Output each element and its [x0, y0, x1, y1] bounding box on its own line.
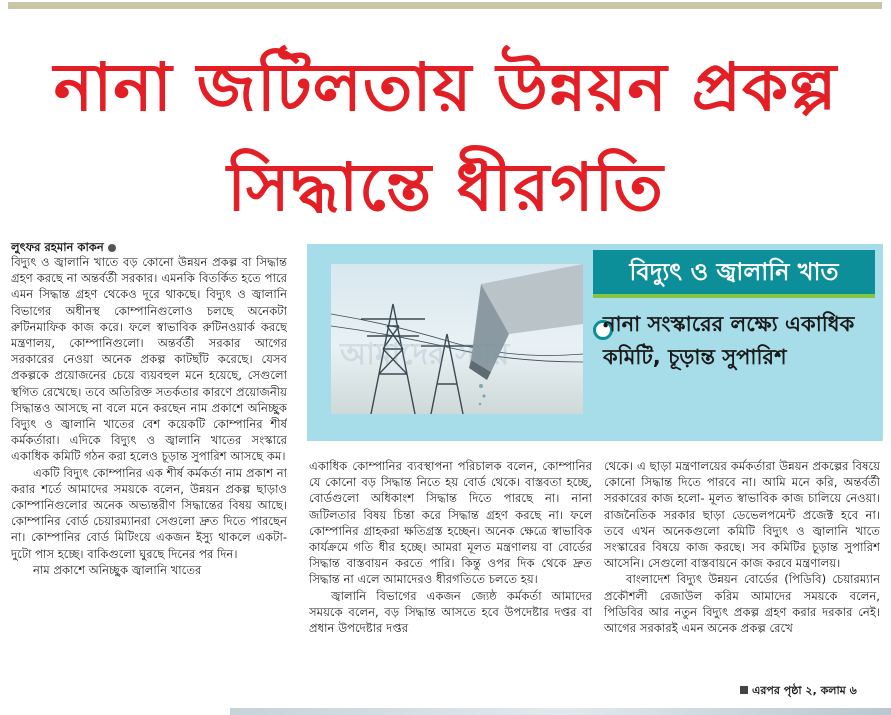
paragraph: একটি বিদ্যুৎ কোম্পানির এক শীর্ষ কর্মকর্তা নাম প্রকাশ না করার শর্তে আমাদের সময়কে বলেন, উন্নয়ন প্রকল্প ছাড়াও কোম্পানিগুলোর অনেক অভ্যন্তরীণ সিদ্ধান্তের বিষয় আছে। কোম্পানির বোর্ড চেয়ারম্যানরা সেগুলো দ্রুত দিতে পারছেন না। কোম্পানির বোর্ড মিটিংয়ে একজন ইস্যু থাকলে একটা-দুটো পাস হচ্ছে। বাকিগুলো ঘুরছে দিনের পর দিন।	[11, 465, 287, 561]
continuation-text: এরপর পৃষ্ঠা ২, কলাম ৬	[752, 684, 857, 697]
top-rule	[8, 2, 882, 9]
watermark: আমাদের সময়	[340, 337, 510, 372]
continuation-note	[740, 684, 857, 698]
headline-line-1: নানা জটিলতায় উন্নয়ন প্রকল্প	[53, 49, 838, 126]
pylon-nozzle-illustration	[331, 264, 583, 414]
feature-points: নানা সংস্কারের লক্ষ্যে একাধিক কমিটি, চূড়ান্ত সুপারিশ	[603, 312, 855, 369]
byline	[11, 240, 116, 255]
paragraph: বাংলাদেশ বিদ্যুৎ উন্নয়ন বোর্ডের (পিডিবি) চেয়ারম্যান প্রকৌশলী রেজাউল করিম আমাদের সময়কে বলেন, পিডিবির আর নতুন বিদ্যুৎ প্রকল্প গ্রহণ করার দরকার নেই। আগের সরকারই এমন অনেক প্রকল্প রেখে	[604, 572, 880, 636]
bullet-dot-icon	[108, 244, 116, 252]
paragraph: বিদ্যুৎ ও জ্বালানি খাতে বড় কোনো উন্নয়ন প্রকল্প বা সিদ্ধান্ত গ্রহণ করছে না অন্তর্বর্তী সরকার। এমনকি বিতর্কিত হতে পারে এমন সিদ্ধান্ত গ্রহণ থেকেও দূরে থাকছে। বিদ্যুৎ ও জ্বালানি বিভাগের অধীনস্থ কোম্পানিগুলোও চলছে অনেকটা রুটিনমাফিক কাজ করে। ফলে স্বাভাবিক রুটিনওয়ার্ক করছে মন্ত্রণালয়, কোম্পানিগুলো। অন্তর্বর্তী সরকার আগের সরকারের নেওয়া অনেক প্রকল্প কাটছাঁট করেছে। যেসব প্রকল্পকে প্রয়োজনের চেয়ে ব্যয়বহুল মনে হয়েছে, সেগুলো স্থগিত রেখেছে। তবে অতিরিক্ত সতর্কতার কারণে প্রয়োজনীয় সিদ্ধান্তও আসছে না বলে মনে করছেন নাম প্রকাশে অনিচ্ছুক বিদ্যুৎ ও জ্বালানি খাতের বেশ কয়েকটি কোম্পানির শীর্ষ কর্মকর্তারা। এদিকে বিদ্যুৎ ও জ্বালানি খাতের সংস্কারে একাধিক কমিটি গঠন করা হলেও চূড়ান্ত সুপারিশ আসছে কম।	[11, 255, 287, 464]
headline-line-2: সিদ্ধান্তে ধীরগতি	[227, 149, 664, 226]
author-name: লুৎফর রহমান কাকন	[11, 240, 104, 254]
paragraph: নাম প্রকাশে অনিচ্ছুক জ্বালানি খাতের	[33, 562, 202, 577]
paragraph: জ্বালানি বিভাগের একজন জ্যেষ্ঠ কর্মকর্তা আমাদের সময়কে বলেন, বড় সিদ্ধান্ত আসতে হবে উপদেষ্টার দপ্তর বা প্রধান উপদেষ্টার দপ্তর	[309, 588, 592, 636]
feature-box	[307, 244, 883, 441]
paragraph: থেকে। এ ছাড়া মন্ত্রণালয়ের কর্মকর্তারা উন্নয়ন প্রকল্পের বিষয়ে কোনো সিদ্ধান্ত দিতে পারবে না। আমি মনে করি, অন্তর্বর্তী সরকারের কাজ হলো- মূলত স্বাভাবিক কাজ চালিয়ে নেওয়া। রাজনৈতিক সরকার ছাড়া ডেভেলপমেন্ট প্রজেক্ট হবে না। তবে এখন অনেকগুলো কমিটি বিদ্যুৎ ও জ্বালানি খাতে সংস্কারের বিষয়ে কাজ করছে। সব কমিটির চূড়ান্ত সুপারিশ আসেনি। সেগুলো বাস্তবায়নে কাজ করবে মন্ত্রণালয়।	[604, 459, 880, 571]
power-fuel-photo	[331, 264, 583, 414]
bottom-image-strip	[230, 708, 891, 715]
article-column-3	[604, 458, 880, 698]
square-bullet-icon	[740, 686, 748, 694]
feature-tab-title: বিদ্যুৎ ও জ্বালানি খাত	[593, 250, 875, 298]
article-column-1	[11, 254, 287, 698]
paragraph: একাধিক কোম্পানির ব্যবস্থাপনা পরিচালক বলেন, কোম্পানির যে কোনো বড় সিদ্ধান্ত নিতে হয় বোর্ড থেকে। বাস্তবতা হচ্ছে, বোর্ডগুলো অধিকাংশ সিদ্ধান্ত দিতে পারছে না। নানা জটিলতার বিষয় চিন্তা করে সিদ্ধান্ত গ্রহণ করছে না। ফলে কোম্পানির গ্রাহকরা ক্ষতিগ্রস্ত হচ্ছেন। অনেক ক্ষেত্রে স্বাভাবিক কার্যক্রমে গতি ধীর হচ্ছে। আমরা মূলত মন্ত্রণালয় বা বোর্ডের সিদ্ধান্ত বাস্তবায়ন করতে পারি। কিন্তু ওপর দিক থেকে দ্রুত সিদ্ধান্ত না এলে আমাদেরও ধীরগতিতে চলতে হয়।	[309, 459, 592, 587]
article-column-2	[309, 458, 592, 698]
